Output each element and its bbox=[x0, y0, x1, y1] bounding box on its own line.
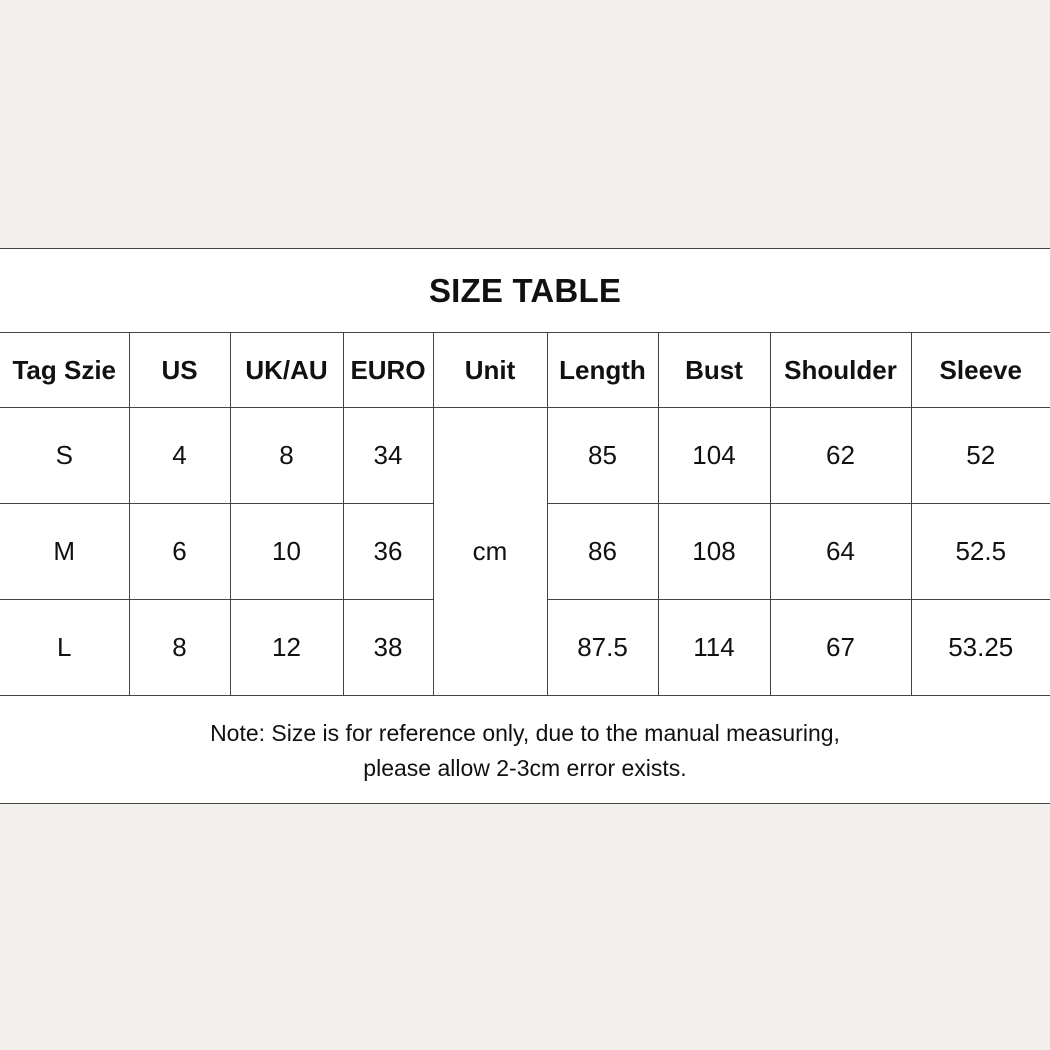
cell-bust: 104 bbox=[658, 408, 770, 504]
cell-euro: 36 bbox=[343, 504, 433, 600]
measurement-note bbox=[0, 699, 1050, 803]
note-line-1: Note: Size is for reference only, due to the manual measuring, bbox=[210, 720, 840, 746]
cell-shoulder: 64 bbox=[770, 504, 911, 600]
column-header-bust: Bust bbox=[658, 333, 770, 408]
cell-tag-size: M bbox=[0, 504, 129, 600]
cell-euro: 34 bbox=[343, 408, 433, 504]
cell-uk-au: 10 bbox=[230, 504, 343, 600]
column-header-uk-au: UK/AU bbox=[230, 333, 343, 408]
column-header-shoulder: Shoulder bbox=[770, 333, 911, 408]
cell-euro: 38 bbox=[343, 600, 433, 696]
cell-us: 8 bbox=[129, 600, 230, 696]
size-chart-panel bbox=[0, 248, 1050, 804]
cell-bust: 114 bbox=[658, 600, 770, 696]
cell-sleeve: 53.25 bbox=[911, 600, 1050, 696]
column-header-length: Length bbox=[547, 333, 658, 408]
column-header-unit: Unit bbox=[433, 333, 547, 408]
size-table-title: SIZE TABLE bbox=[428, 272, 622, 309]
cell-uk-au: 12 bbox=[230, 600, 343, 696]
cell-tag-size: S bbox=[0, 408, 129, 504]
cell-unit: cm bbox=[433, 408, 547, 696]
column-header-sleeve: Sleeve bbox=[911, 333, 1050, 408]
cell-length: 85 bbox=[547, 408, 658, 504]
column-header-tag-size: Tag Szie bbox=[0, 333, 129, 408]
cell-bust: 108 bbox=[658, 504, 770, 600]
cell-shoulder: 62 bbox=[770, 408, 911, 504]
cell-uk-au: 8 bbox=[230, 408, 343, 504]
column-header-euro: EURO bbox=[343, 333, 433, 408]
cell-us: 6 bbox=[129, 504, 230, 600]
header-row bbox=[0, 333, 1050, 408]
column-header-us: US bbox=[129, 333, 230, 408]
cell-sleeve: 52 bbox=[911, 408, 1050, 504]
cell-sleeve: 52.5 bbox=[911, 504, 1050, 600]
table-row bbox=[0, 408, 1050, 504]
cell-tag-size: L bbox=[0, 600, 129, 696]
cell-length: 86 bbox=[547, 504, 658, 600]
note-line-2: please allow 2-3cm error exists. bbox=[363, 755, 687, 781]
size-table bbox=[0, 332, 1050, 696]
cell-us: 4 bbox=[129, 408, 230, 504]
cell-length: 87.5 bbox=[547, 600, 658, 696]
cell-shoulder: 67 bbox=[770, 600, 911, 696]
